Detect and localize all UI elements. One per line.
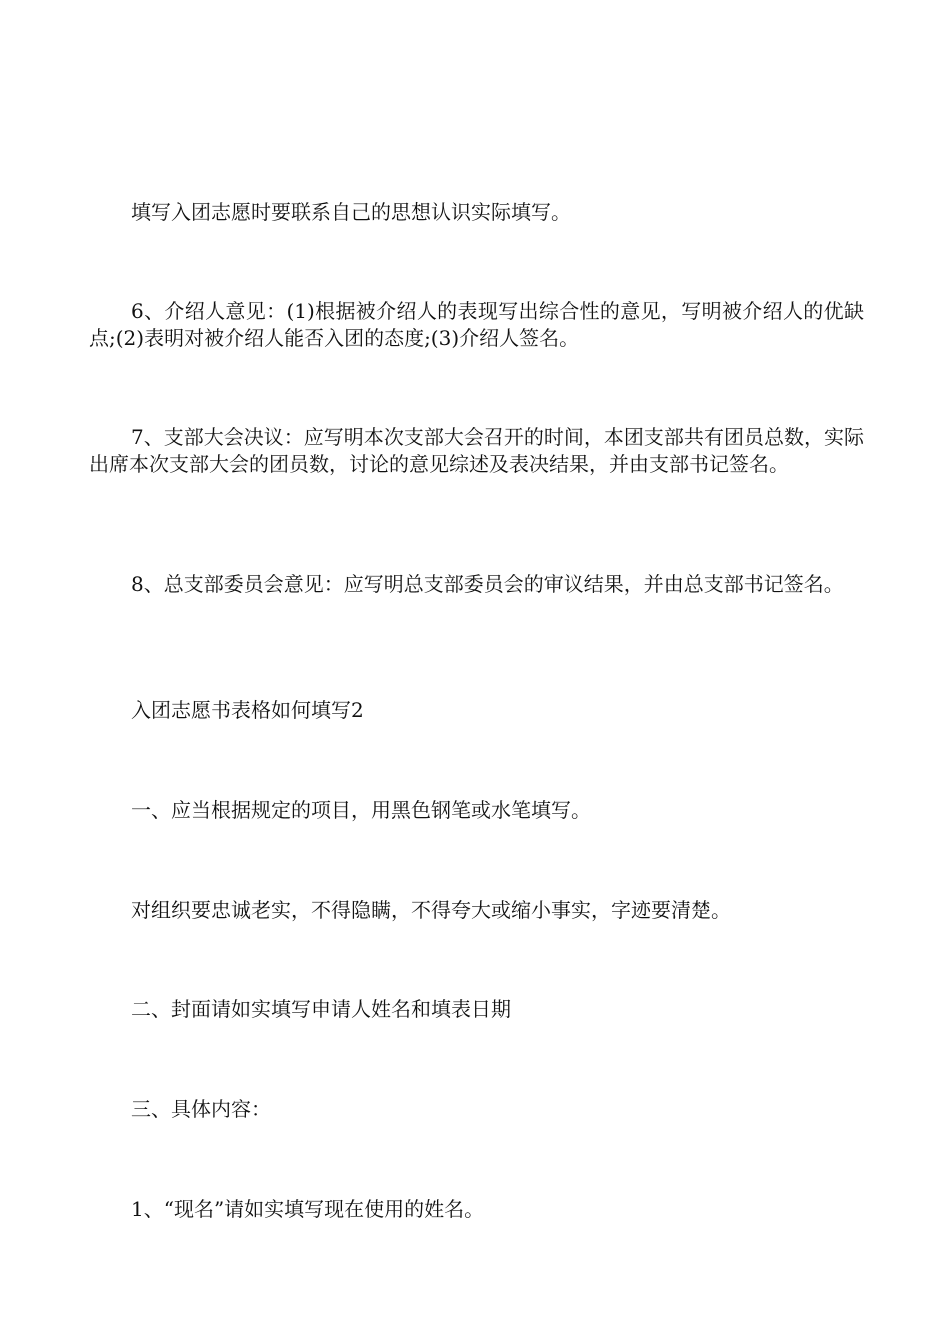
paragraph-rule-two-cover: 二、封面请如实填写申请人姓名和填表日期 [131, 997, 511, 1021]
paragraph-item-6-introducer-opinion: 6、介绍人意见：(1)根据被介绍人的表现写出综合性的意见，写明被介绍人的优缺点;(2)表明对被介绍人能否入团的态度;(3)介绍人签名。 [89, 299, 864, 350]
paragraph-item-1-current-name: 1、“现名”请如实填写现在使用的姓名。 [131, 1197, 485, 1221]
section-heading-how-to-fill-2: 入团志愿书表格如何填写2 [131, 698, 364, 722]
paragraph-rule-three-content: 三、具体内容： [131, 1097, 271, 1121]
paragraph-item-8-general-branch-opinion: 8、总支部委员会意见：应写明总支部委员会的审议结果，并由总支部书记签名。 [131, 572, 844, 596]
paragraph-honesty: 对组织要忠诚老实，不得隐瞒，不得夸大或缩小事实，字迹要清楚。 [131, 898, 731, 922]
paragraph-rule-one: 一、应当根据规定的项目，用黑色钢笔或水笔填写。 [131, 798, 591, 822]
paragraph-item-7-branch-meeting-resolution: 7、支部大会决议：应写明本次支部大会召开的时间，本团支部共有团员总数，实际出席本次支部大会的团员数，讨论的意见综述及表决结果，并由支部书记签名。 [89, 425, 864, 476]
paragraph-fill-instructions: 填写入团志愿时要联系自己的思想认识实际填写。 [131, 200, 571, 224]
